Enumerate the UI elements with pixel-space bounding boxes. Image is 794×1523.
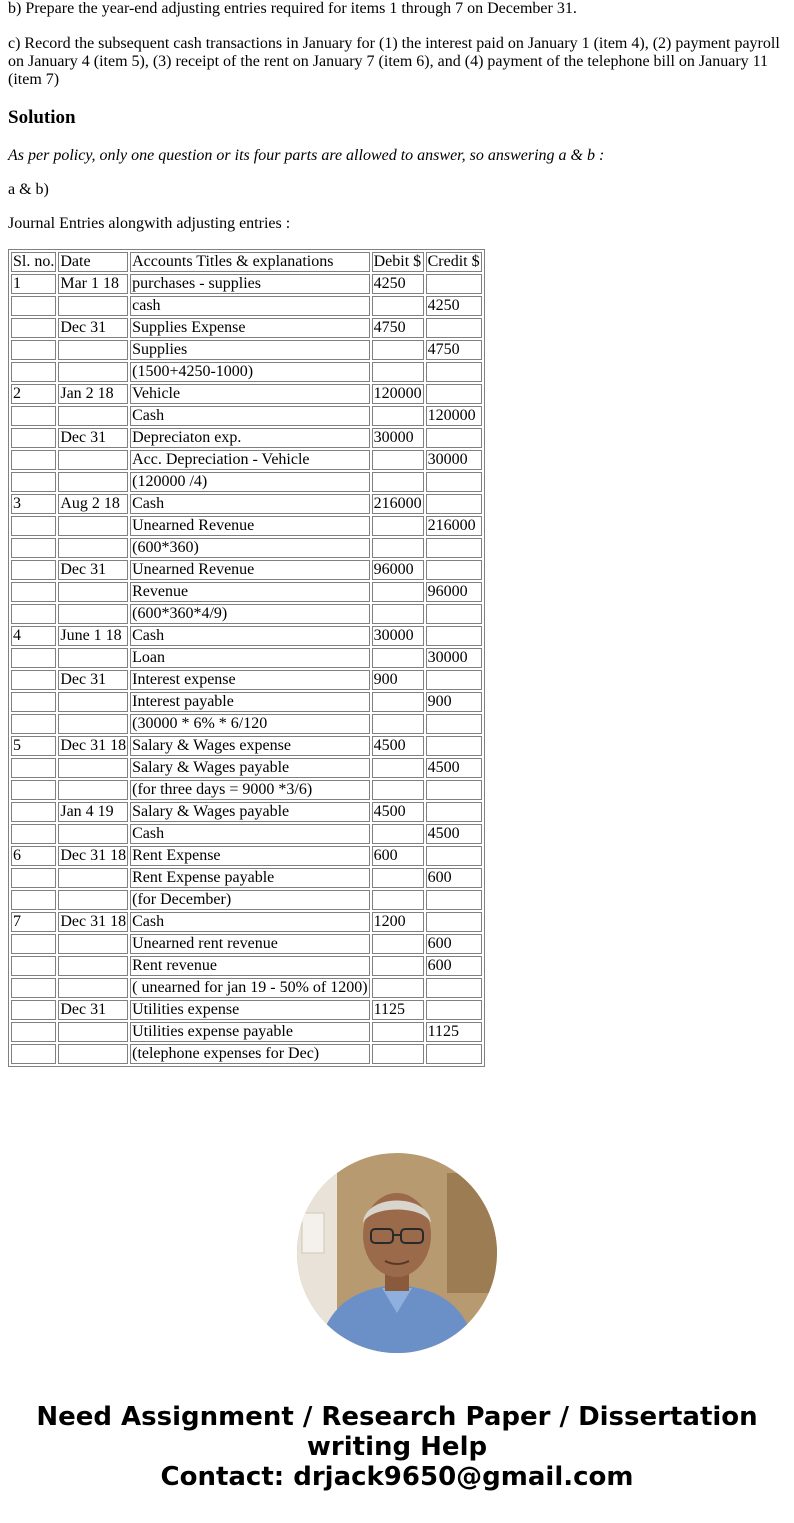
table-row xyxy=(11,670,482,690)
table-row xyxy=(11,384,482,404)
table-row xyxy=(11,802,482,822)
credit-cell xyxy=(426,428,482,448)
debit-cell: 4500 xyxy=(372,736,424,756)
credit-cell: 4750 xyxy=(426,340,482,360)
credit-cell: 4500 xyxy=(426,824,482,844)
account-cell: Loan xyxy=(130,648,369,668)
date-cell: Dec 31 xyxy=(58,428,128,448)
table-row xyxy=(11,340,482,360)
debit-cell: 30000 xyxy=(372,428,424,448)
credit-cell xyxy=(426,802,482,822)
credit-cell xyxy=(426,780,482,800)
credit-cell xyxy=(426,318,482,338)
debit-cell xyxy=(372,1044,424,1064)
credit-cell xyxy=(426,560,482,580)
sl-no-cell xyxy=(11,1044,56,1064)
debit-cell xyxy=(372,604,424,624)
sl-no-cell xyxy=(11,406,56,426)
header-credit: Credit $ xyxy=(427,253,480,270)
date-cell: Dec 31 xyxy=(58,1000,128,1020)
sl-no-cell xyxy=(11,978,56,998)
credit-cell xyxy=(426,494,482,514)
credit-cell: 120000 xyxy=(426,406,482,426)
debit-cell xyxy=(372,934,424,954)
promo-contact: Contact: drjack9650@gmail.com xyxy=(160,1462,634,1492)
debit-cell: 4250 xyxy=(372,274,424,294)
table-header-row xyxy=(11,252,482,272)
table-row xyxy=(11,692,482,712)
debit-cell xyxy=(372,868,424,888)
sl-no-cell xyxy=(11,340,56,360)
credit-cell: 600 xyxy=(426,956,482,976)
account-cell: Utilities expense payable xyxy=(130,1022,369,1042)
sl-no-cell xyxy=(11,296,56,316)
journal-body xyxy=(11,252,482,1064)
table-row xyxy=(11,648,482,668)
account-cell: Salary & Wages payable xyxy=(130,802,369,822)
credit-cell: 96000 xyxy=(426,582,482,602)
credit-cell xyxy=(426,670,482,690)
credit-cell: 4500 xyxy=(426,758,482,778)
promo-line-1: Need Assignment / Research Paper / Dissertation xyxy=(36,1402,758,1432)
sl-no-cell xyxy=(11,1000,56,1020)
account-cell: Utilities expense xyxy=(130,1000,369,1020)
header-sl-no: Sl. no. xyxy=(13,253,55,270)
debit-cell: 1200 xyxy=(372,912,424,932)
credit-cell xyxy=(426,1000,482,1020)
sl-no-cell: 5 xyxy=(11,736,56,756)
sl-no-cell: 2 xyxy=(11,384,56,404)
debit-cell xyxy=(372,1022,424,1042)
table-row xyxy=(11,538,482,558)
account-cell: ( unearned for jan 19 - 50% of 1200) xyxy=(132,979,368,996)
account-cell: (for three days = 9000 *3/6) xyxy=(130,780,369,800)
credit-cell xyxy=(426,978,482,998)
debit-cell: 120000 xyxy=(373,385,422,402)
date-cell xyxy=(58,648,128,668)
date-cell xyxy=(58,868,128,888)
sl-no-cell xyxy=(11,780,56,800)
account-cell: Salary & Wages payable xyxy=(130,758,369,778)
date-cell: Jan 2 18 xyxy=(58,384,128,404)
account-cell: Unearned Revenue xyxy=(130,516,369,536)
date-cell xyxy=(58,758,128,778)
credit-cell: 600 xyxy=(426,934,482,954)
date-cell xyxy=(58,780,128,800)
date-cell: Jan 4 19 xyxy=(58,802,128,822)
account-cell: Interest expense xyxy=(130,670,369,690)
journal-title: Journal Entries alongwith adjusting entries : xyxy=(8,215,291,232)
table-row xyxy=(11,780,482,800)
date-cell xyxy=(58,956,128,976)
sl-no-cell xyxy=(11,604,56,624)
credit-cell xyxy=(426,1044,482,1064)
table-row xyxy=(11,362,482,382)
debit-cell xyxy=(372,956,424,976)
debit-cell: 900 xyxy=(372,670,424,690)
date-cell xyxy=(58,472,128,492)
date-cell: Dec 31 18 xyxy=(60,737,127,754)
account-cell: (120000 /4) xyxy=(130,472,369,492)
date-cell xyxy=(58,1044,128,1064)
credit-cell xyxy=(426,384,482,404)
avatar-portrait xyxy=(297,1153,497,1353)
table-row xyxy=(11,516,482,536)
table-row xyxy=(11,626,482,646)
account-cell: Supplies xyxy=(130,340,369,360)
account-cell: (600*360) xyxy=(130,538,369,558)
table-row xyxy=(11,714,482,734)
debit-cell: 600 xyxy=(372,846,424,866)
header-date: Date xyxy=(58,252,128,272)
date-cell xyxy=(58,406,128,426)
policy-note: As per policy, only one question or its four parts are allowed to answer, so answering a & b : xyxy=(8,147,605,164)
account-cell: Rent revenue xyxy=(130,956,369,976)
table-row xyxy=(11,274,482,294)
credit-cell xyxy=(426,714,482,734)
sl-no-cell xyxy=(11,560,56,580)
debit-cell xyxy=(372,362,424,382)
date-cell xyxy=(58,604,128,624)
sl-no-cell xyxy=(11,714,56,734)
sl-no-cell xyxy=(11,934,56,954)
table-row xyxy=(11,406,482,426)
debit-cell xyxy=(372,890,424,910)
table-row xyxy=(11,758,482,778)
credit-cell xyxy=(426,890,482,910)
credit-cell: 30000 xyxy=(426,648,482,668)
account-cell: Cash xyxy=(130,494,369,514)
date-cell xyxy=(58,934,128,954)
table-row xyxy=(11,846,482,866)
date-cell xyxy=(58,340,128,360)
debit-cell xyxy=(372,538,424,558)
sl-no-cell xyxy=(11,516,56,536)
table-row xyxy=(11,978,482,998)
credit-cell xyxy=(426,736,482,756)
credit-cell xyxy=(426,912,482,932)
account-cell: Unearned Revenue xyxy=(130,560,369,580)
account-cell: (telephone expenses for Dec) xyxy=(130,1044,369,1064)
sl-no-cell xyxy=(11,362,56,382)
account-cell: Supplies Expense xyxy=(130,318,369,338)
table-row xyxy=(11,450,482,470)
debit-cell xyxy=(372,516,424,536)
debit-cell xyxy=(372,714,424,734)
date-cell xyxy=(58,824,128,844)
date-cell xyxy=(58,1022,128,1042)
debit-cell: 4500 xyxy=(372,802,424,822)
sl-no-cell: 4 xyxy=(11,626,56,646)
table-row xyxy=(11,604,482,624)
table-row xyxy=(11,736,482,756)
date-cell xyxy=(58,296,128,316)
date-cell: Dec 31 xyxy=(58,318,128,338)
parts-label: a & b) xyxy=(8,181,49,198)
table-row xyxy=(11,296,482,316)
promo-banner xyxy=(0,1402,794,1492)
credit-cell: 216000 xyxy=(426,516,482,536)
date-cell: Aug 2 18 xyxy=(58,494,128,514)
date-cell xyxy=(58,516,128,536)
account-cell: Depreciaton exp. xyxy=(130,428,369,448)
credit-cell xyxy=(426,626,482,646)
date-cell xyxy=(58,538,128,558)
sl-no-cell: 3 xyxy=(11,494,56,514)
date-cell: Dec 31 xyxy=(58,670,128,690)
account-cell: Vehicle xyxy=(130,384,369,404)
debit-cell xyxy=(372,824,424,844)
table-row xyxy=(11,890,482,910)
sl-no-cell xyxy=(11,692,56,712)
sl-no-cell xyxy=(11,890,56,910)
account-cell: Cash xyxy=(130,406,369,426)
account-cell: Unearned rent revenue xyxy=(130,934,369,954)
debit-cell xyxy=(372,340,424,360)
sl-no-cell xyxy=(11,318,56,338)
journal-table xyxy=(8,249,485,1067)
account-cell: Rent Expense payable xyxy=(130,868,369,888)
solution-heading: Solution xyxy=(8,107,76,128)
date-cell xyxy=(58,714,128,734)
sl-no-cell xyxy=(11,670,56,690)
debit-cell xyxy=(372,758,424,778)
table-row xyxy=(11,956,482,976)
debit-cell xyxy=(372,692,424,712)
sl-no-cell: 6 xyxy=(11,846,56,866)
sl-no-cell: 7 xyxy=(11,912,56,932)
account-cell: (for December) xyxy=(130,890,369,910)
question-part-c: c) Record the subsequent cash transactions in January for (1) the interest paid on January 1 (item 4), (2) payment payroll on January 4 (item 5), (3) receipt of the rent on January 7 (item 6), and (4) payment of the telephone bill on January 11 (item 7) xyxy=(8,35,780,88)
author-avatar xyxy=(297,1153,497,1353)
credit-cell xyxy=(426,472,482,492)
debit-cell: 30000 xyxy=(372,626,424,646)
date-cell: Dec 31 18 xyxy=(60,913,127,930)
credit-cell xyxy=(426,274,482,294)
table-row xyxy=(11,912,482,932)
account-cell: Cash xyxy=(130,626,369,646)
account-cell: (30000 * 6% * 6/120 xyxy=(130,714,369,734)
account-cell: Acc. Depreciation - Vehicle xyxy=(130,450,369,470)
table-row xyxy=(11,1000,482,1020)
header-account: Accounts Titles & explanations xyxy=(130,252,369,272)
table-row xyxy=(11,1022,482,1042)
account-cell: (1500+4250-1000) xyxy=(130,362,369,382)
credit-cell xyxy=(426,846,482,866)
credit-cell xyxy=(426,362,482,382)
debit-cell xyxy=(372,582,424,602)
sl-no-cell xyxy=(11,868,56,888)
debit-cell xyxy=(372,296,424,316)
sl-no-cell xyxy=(11,538,56,558)
debit-cell: 1125 xyxy=(372,1000,424,1020)
debit-cell xyxy=(372,406,424,426)
sl-no-cell xyxy=(11,956,56,976)
sl-no-cell xyxy=(11,824,56,844)
account-cell: Cash xyxy=(130,912,369,932)
sl-no-cell xyxy=(11,428,56,448)
sl-no-cell xyxy=(11,758,56,778)
debit-cell: 216000 xyxy=(373,495,422,512)
date-cell: Dec 31 18 xyxy=(60,847,127,864)
table-row xyxy=(11,560,482,580)
date-cell xyxy=(58,978,128,998)
date-cell xyxy=(58,692,128,712)
date-cell xyxy=(58,890,128,910)
debit-cell xyxy=(372,780,424,800)
sl-no-cell xyxy=(11,1022,56,1042)
date-cell xyxy=(58,450,128,470)
credit-cell xyxy=(426,538,482,558)
debit-cell xyxy=(372,472,424,492)
table-row xyxy=(11,318,482,338)
table-row xyxy=(11,582,482,602)
account-cell: Rent Expense xyxy=(130,846,369,866)
sl-no-cell: 1 xyxy=(11,274,56,294)
account-cell: Cash xyxy=(130,824,369,844)
table-row xyxy=(11,472,482,492)
account-cell: Revenue xyxy=(130,582,369,602)
debit-cell xyxy=(372,648,424,668)
sl-no-cell xyxy=(11,472,56,492)
sl-no-cell xyxy=(11,802,56,822)
credit-cell xyxy=(426,604,482,624)
debit-cell: 4750 xyxy=(372,318,424,338)
debit-cell xyxy=(372,978,424,998)
credit-cell: 900 xyxy=(426,692,482,712)
account-cell: Salary & Wages expense xyxy=(130,736,369,756)
account-cell: Interest payable xyxy=(130,692,369,712)
date-cell: June 1 18 xyxy=(58,626,128,646)
promo-line-2: writing Help xyxy=(306,1432,488,1462)
date-cell xyxy=(58,362,128,382)
date-cell: Dec 31 xyxy=(58,560,128,580)
credit-cell: 4250 xyxy=(426,296,482,316)
date-cell: Mar 1 18 xyxy=(58,274,128,294)
sl-no-cell xyxy=(11,582,56,602)
account-cell: purchases - supplies xyxy=(130,274,369,294)
credit-cell: 30000 xyxy=(426,450,482,470)
sl-no-cell xyxy=(11,450,56,470)
table-row xyxy=(11,934,482,954)
date-cell xyxy=(58,582,128,602)
table-row xyxy=(11,868,482,888)
account-cell: (600*360*4/9) xyxy=(130,604,369,624)
credit-cell: 1125 xyxy=(426,1022,482,1042)
table-row xyxy=(11,428,482,448)
question-part-b: b) Prepare the year-end adjusting entries required for items 1 through 7 on December 31. xyxy=(8,0,577,17)
debit-cell: 96000 xyxy=(372,560,424,580)
sl-no-cell xyxy=(11,648,56,668)
table-row xyxy=(11,494,482,514)
credit-cell: 600 xyxy=(426,868,482,888)
table-row xyxy=(11,824,482,844)
debit-cell xyxy=(372,450,424,470)
account-cell: cash xyxy=(130,296,369,316)
header-debit: Debit $ xyxy=(372,252,424,272)
table-row xyxy=(11,1044,482,1064)
